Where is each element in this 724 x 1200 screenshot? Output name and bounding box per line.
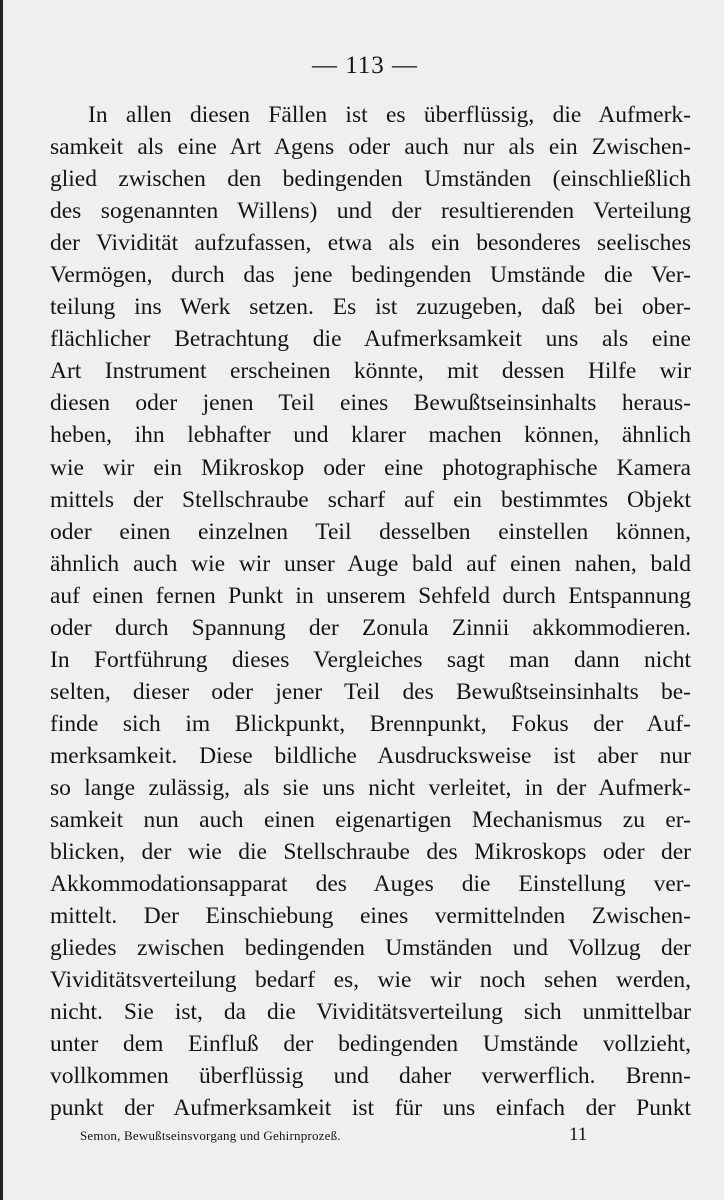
text-line: oder einen einzelnen Teil desselben einstellen können,: [50, 518, 691, 545]
text-line: Vermögen, durch das jene bedingenden Umstände die Ver-: [50, 262, 691, 289]
text-line: gliedes zwischen bedingenden Umständen und Vollzug der: [50, 935, 691, 962]
text-line: vollkommen überflüssig und daher verwerflich. Brenn-: [50, 1063, 691, 1090]
text-line: samkeit nun auch einen eigenartigen Mechanismus zu er-: [50, 807, 691, 834]
text-line: mittels der Stellschraube scharf auf ein bestimmtes Objekt: [50, 486, 691, 513]
text-line: heben, ihn lebhafter und klarer machen können, ähnlich: [50, 422, 691, 449]
text-line: wie wir ein Mikroskop oder eine photographische Kamera: [50, 454, 691, 481]
text-line: der Vividität aufzufassen, etwa als ein besonderes seelisches: [50, 230, 691, 257]
text-line: teilung ins Werk setzen. Es ist zuzugeben, daß bei ober-: [50, 294, 691, 321]
text-line: so lange zulässig, als sie uns nicht verleitet, in der Aufmerk-: [50, 774, 691, 801]
text-line: glied zwischen den bedingenden Umständen (einschließlich: [50, 166, 691, 193]
text-line: merksamkeit. Diese bildliche Ausdrucksweise ist aber nur: [50, 742, 691, 769]
text-line: oder durch Spannung der Zonula Zinnii akkommodieren.: [50, 614, 691, 641]
text-line: des sogenannten Willens) und der resultierenden Verteilung: [50, 198, 691, 225]
text-line: Vividitätsverteilung bedarf es, wie wir noch sehen werden,: [50, 967, 691, 994]
text-line: auf einen fernen Punkt in unserem Sehfeld durch Entspannung: [50, 582, 691, 609]
text-line: In Fortführung dieses Vergleiches sagt man dann nicht: [50, 646, 691, 673]
text-line: samkeit als eine Art Agens oder auch nur als ein Zwischen-: [50, 134, 691, 161]
text-line: Akkommodationsapparat des Auges die Einstellung ver-: [50, 871, 691, 898]
text-line: diesen oder jenen Teil eines Bewußtseinsinhalts heraus-: [50, 390, 691, 417]
text-line: finde sich im Blickpunkt, Brennpunkt, Fokus der Auf-: [50, 710, 691, 737]
text-line: mittelt. Der Einschiebung eines vermittelnden Zwischen-: [50, 903, 691, 930]
text-line: flächlicher Betrachtung die Aufmerksamkeit uns als eine: [50, 326, 691, 353]
text-line: punkt der Aufmerksamkeit ist für uns einfach der Punkt: [50, 1095, 691, 1122]
page-number: — 113 —: [311, 52, 419, 79]
text-line: unter dem Einfluß der bedingenden Umstände vollzieht,: [50, 1031, 691, 1058]
text-line: In allen diesen Fällen ist es überflüssig, die Aufmerk-: [88, 102, 691, 128]
text-line: ähnlich auch wie wir unser Auge bald auf einen nahen, bald: [50, 550, 691, 577]
text-line: selten, dieser oder jener Teil des Bewußtseinsinhalts be-: [50, 678, 691, 705]
body-text: [50, 99, 691, 1125]
footer-title: Semon, Bewußtseinsvorgang und Gehirnprozeß.: [80, 1128, 341, 1143]
text-line: nicht. Sie ist, da die Vividitätsverteilung sich unmittelbar: [50, 999, 691, 1026]
text-line: blicken, der wie die Stellschraube des Mikroskops oder der: [50, 839, 691, 866]
text-line: Art Instrument erscheinen könnte, mit dessen Hilfe wir: [50, 358, 691, 385]
signature-mark: 11: [569, 1124, 588, 1145]
